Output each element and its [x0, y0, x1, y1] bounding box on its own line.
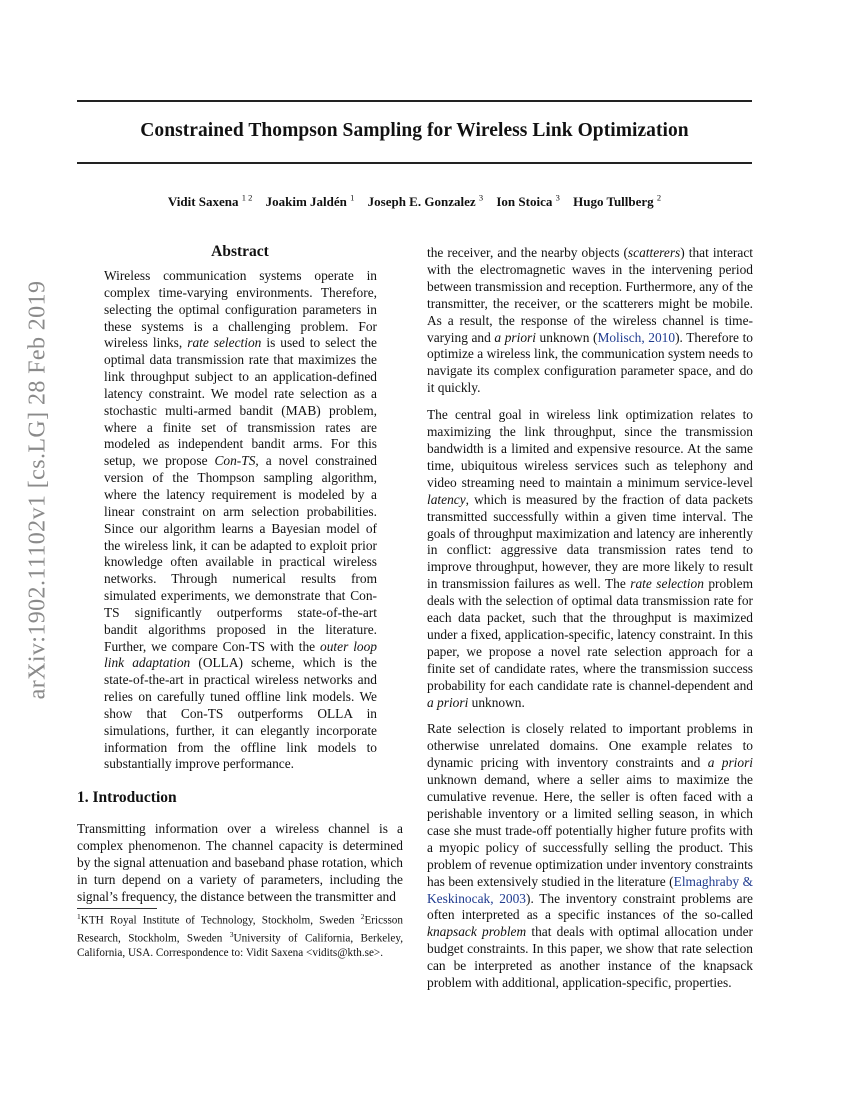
introduction-paragraph: Transmitting information over a wireless channel is a complex phenomenon. The channel capacity is determined by the signal attenuation and baseband phase rotation, which in turn depend on a variety of parameters, including the signal’s frequency, the distance between the transmitter and: [77, 821, 403, 904]
body-paragraph: the receiver, and the nearby objects (scatterers) that interact with the electromagnetic waves in the intervening period between transmission and reception. Furthermore, any of the transmitter, the receiver, or the scatterers might be mobile. As a result, the response of the wireless channel is time-varying and a priori unknown (Molisch, 2010). Therefore to optimize a wireless link, the communication system needs to navigate its complex configuration parameter space, and do it quickly.: [427, 245, 753, 396]
body-paragraph: The central goal in wireless link optimization relates to maximizing the link throughput, since the transmission bandwidth is a limited and expensive resource. At the same time, ubiquitous wireless services such as telephony and video streaming need to maintain a minimum service-level latency, which is measured by the fraction of data packets transmitted successfully within a given time interval. The goals of throughput maximization and latency are inherently in conflict: aggressive data transmission rates tend to improve throughput, however, they are more likely to result in transmission failures as well. The rate selection problem deals with the selection of optimal data transmission rate for each data packet, such that the throughput is maximized under a fixed, application-specific, latency constraint. In this paper, we propose a novel rate selection approach for a finite set of candidate rates, where the transmission success probability for each candidate rate is channel-dependent and a priori unknown.: [427, 407, 753, 710]
author-list: [77, 193, 752, 210]
author: Joakim Jaldén $^1$: [265, 193, 355, 210]
arxiv-identifier: arXiv:1902.11102v1 [cs.LG] 28 Feb 2019: [24, 280, 51, 700]
affiliation-footnote: $^1$KTH Royal Institute of Technology, Stockholm, Sweden $^2$Ericsson Research, Stockholm, Sweden $^3$University of California, Berkeley, California, USA. Correspondence to: Vidit Saxena <vidits@kth.se>.: [77, 912, 403, 959]
abstract-heading: Abstract: [211, 243, 269, 260]
author: Ion Stoica $^3$: [496, 193, 560, 210]
title-bottom-rule: [77, 162, 752, 164]
right-column: [427, 245, 753, 1002]
author: Joseph E. Gonzalez $^3$: [367, 193, 484, 210]
citation-link[interactable]: Molisch, 2010: [597, 329, 676, 345]
paper-title: Constrained Thompson Sampling for Wireless Link Optimization: [140, 120, 689, 141]
author: Vidit Saxena $^{1 2}$: [167, 193, 253, 210]
citation-link[interactable]: Elmaghraby & Keskinocak, 2003: [427, 873, 753, 906]
body-paragraph: Rate selection is closely related to important problems in otherwise unrelated domains. One example relates to dynamic pricing with inventory constraints and a priori unknown demand, where a seller aims to maximize the cumulative revenue. Here, the seller is often faced with a perishable inventory or a limited selling season, in which case she must trade-off potentially higher future profits with a myopic policy of successfully selling the product. This problem of revenue optimization under inventory constraints has been extensively studied in the literature (Elmaghraby & Keskinocak, 2003). The inventory constraint problems are often interpreted as a specific instances of the so-called knapsack problem that deals with optimal allocation under budget constraints. In this paper, we show that rate selection can be interpreted as another instance of the knapsack problem with additional, application-specific, properties.: [427, 721, 753, 991]
title-top-rule: [77, 100, 752, 102]
abstract-body: Wireless communication systems operate in complex time-varying environments. Therefore, selecting the optimal configuration parameters in these systems is a challenging problem. For wireless links, rate selection is used to select the optimal data transmission rate that maximizes the link throughput subject to an application-defined latency constraint. We model rate selection as a stochastic multi-armed bandit (MAB) problem, where a finite set of transmission rates are modeled as independent bandit arms. For this setup, we propose Con-TS, a novel constrained version of the Thompson sampling algorithm, where the latency requirement is modeled by a linear constraint on arm selection probabilities. Since our algorithm learns a Bayesian model of the wireless link, it can be adapted to exploit prior knowledge often available in practical wireless networks. Through numerical results from simulated experiments, we demonstrate that Con-TS significantly outperforms state-of-the-art bandit algorithms proposed in the literature. Further, we compare Con-TS with the outer loop link adaptation (OLLA) scheme, which is the state-of-the-art in practical wireless networks and relies on carefully tuned offline link models. We show that Con-TS outperforms OLLA in simulations, further, it can elegantly incorporate information from the offline link models to substantially improve performance.: [104, 268, 378, 772]
author: Hugo Tullberg $^2$: [573, 193, 662, 210]
footnote-rule: [77, 908, 157, 909]
section-heading-introduction: 1. Introduction: [77, 789, 177, 806]
